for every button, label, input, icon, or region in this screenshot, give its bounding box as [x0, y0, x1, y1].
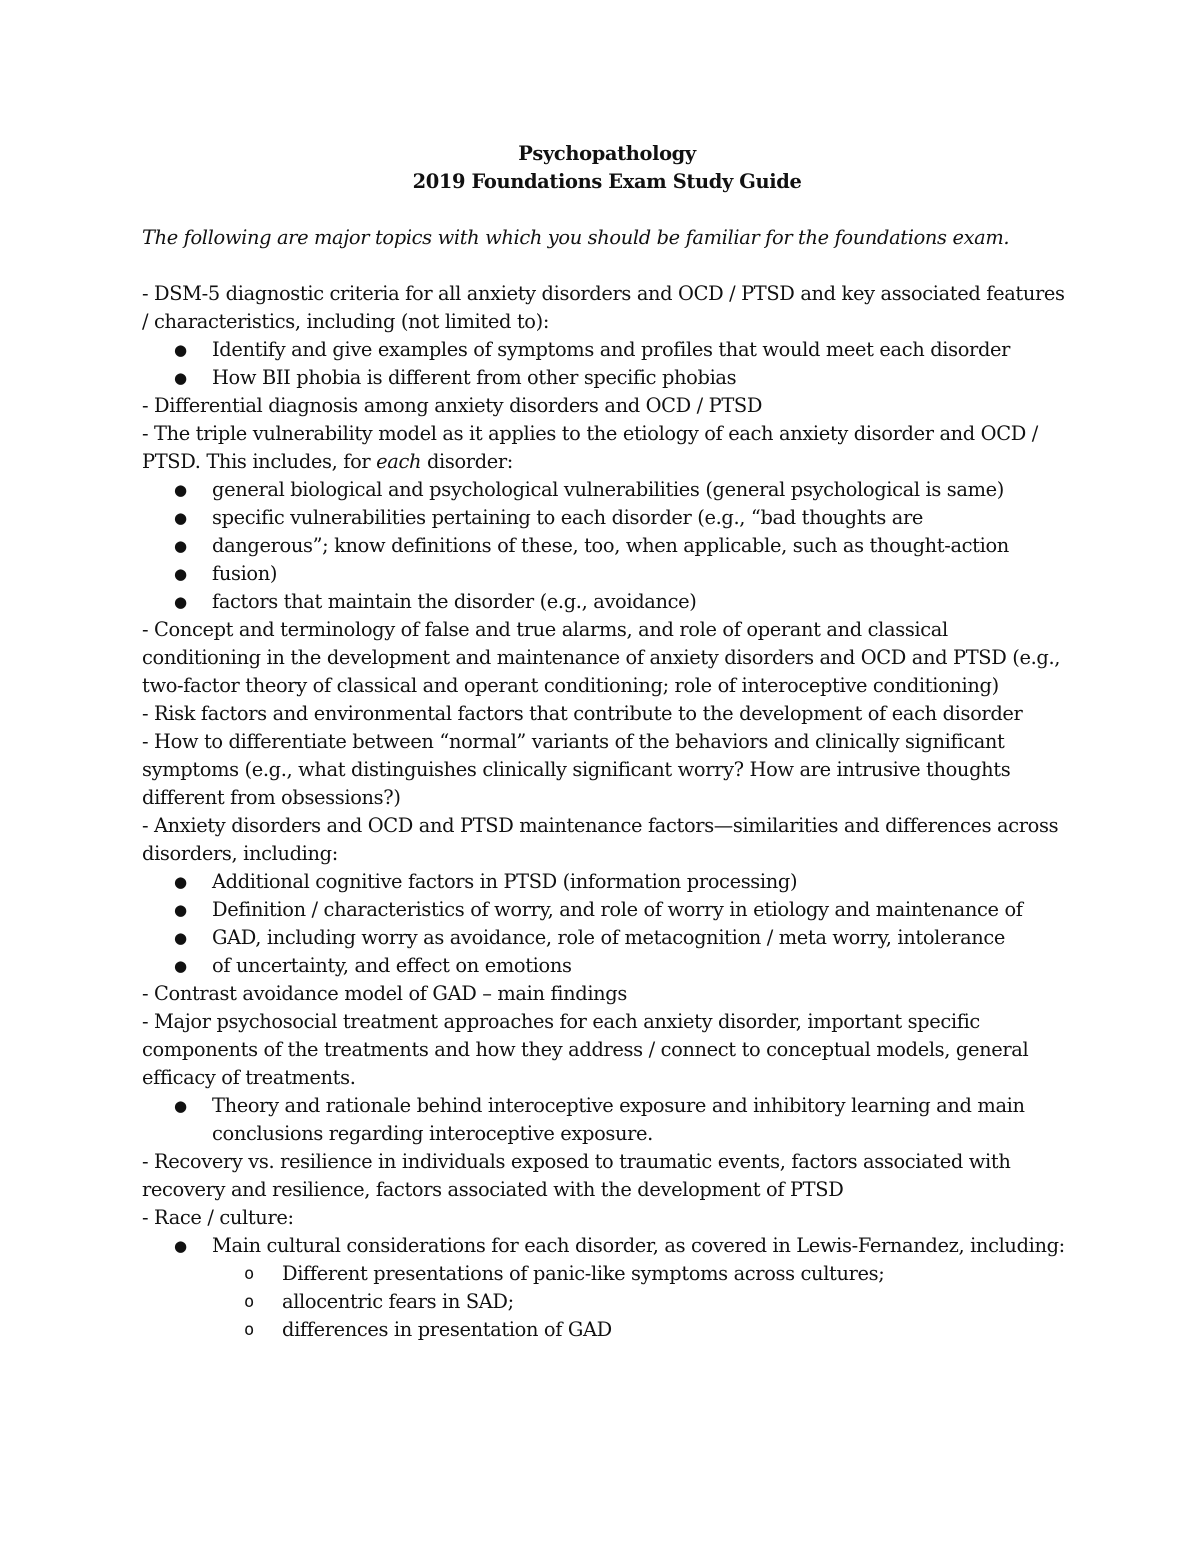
- bullet-item: [174, 952, 1072, 980]
- bullet-item: [174, 532, 1072, 560]
- bullet-list: [142, 476, 1072, 616]
- topic-risk-factors: - Risk factors and environmental factors that contribute to the development of each disorder: [142, 702, 1023, 725]
- topic-text: - The triple vulnerability model as it applies to the etiology of each anxiety disorder and OCD / PTSD. This includes, for: [142, 422, 1038, 473]
- bullet-icon: ●: [174, 957, 187, 975]
- bullet-text: specific vulnerabilities pertaining to each disorder (e.g., “bad thoughts are: [212, 506, 923, 529]
- sub-bullet-item: [244, 1288, 1072, 1316]
- topic-race-culture: - Race / culture:: [142, 1206, 294, 1229]
- spacer: [142, 252, 1072, 280]
- bullet-icon: ●: [174, 341, 187, 359]
- document-title: Psychopathology: [518, 142, 696, 165]
- bullet-item: [174, 924, 1072, 952]
- bullet-text: GAD, including worry as avoidance, role of metacognition / meta worry, intolerance: [212, 926, 1006, 949]
- bullet-icon: ●: [174, 1237, 187, 1255]
- bullet-item: [174, 364, 1072, 392]
- bullet-icon: ●: [174, 509, 187, 527]
- bullet-item: [174, 896, 1072, 924]
- bullet-item: [174, 1092, 1072, 1148]
- intro-text: The following are major topics with which you should be familiar for the foundations exam.: [142, 226, 1010, 249]
- bullet-list: [142, 336, 1072, 392]
- bullet-icon: ●: [174, 593, 187, 611]
- sub-bullet-list: [212, 1260, 1072, 1344]
- bullet-text: Additional cognitive factors in PTSD (information processing): [212, 870, 798, 893]
- hollow-bullet-icon: o: [244, 1292, 254, 1312]
- sub-bullet-item: [244, 1316, 1072, 1344]
- bullet-icon: ●: [174, 929, 187, 947]
- bullet-text: of uncertainty, and effect on emotions: [212, 954, 572, 977]
- topic-text: disorder:: [421, 450, 513, 473]
- bullet-item: [174, 504, 1072, 532]
- topic-triple-vulnerability: [142, 420, 1072, 476]
- bullet-text: Definition / characteristics of worry, and role of worry in etiology and maintenance of: [212, 898, 1023, 921]
- bullet-icon: ●: [174, 1097, 187, 1115]
- bullet-list: [142, 868, 1072, 980]
- hollow-bullet-icon: o: [244, 1264, 254, 1284]
- bullet-text: fusion): [212, 562, 278, 585]
- sub-bullet-text: Different presentations of panic-like symptoms across cultures;: [282, 1262, 885, 1285]
- bullet-icon: ●: [174, 873, 187, 891]
- bullet-text: general biological and psychological vulnerabilities (general psychological is same): [212, 478, 1004, 501]
- bullet-item: [174, 560, 1072, 588]
- bullet-icon: ●: [174, 537, 187, 555]
- topic-dsm5-criteria: - DSM-5 diagnostic criteria for all anxiety disorders and OCD / PTSD and key associated features / characteristics, including (not limited to):: [142, 282, 1065, 333]
- bullet-icon: ●: [174, 901, 187, 919]
- bullet-text: Identify and give examples of symptoms and profiles that would meet each disorder: [212, 338, 1011, 361]
- sub-bullet-item: [244, 1260, 1072, 1288]
- topic-contrast-avoidance: - Contrast avoidance model of GAD – main findings: [142, 982, 627, 1005]
- bullet-item: [174, 1232, 1072, 1344]
- bullet-text: Theory and rationale behind interoceptive exposure and inhibitory learning and main conclusions regarding interoceptive exposure.: [212, 1094, 1025, 1145]
- topic-normal-variants: - How to differentiate between “normal” variants of the behaviors and clinically significant symptoms (e.g., what distinguishes clinically significant worry? How are intrusive thoughts different from obsessions?): [142, 730, 1011, 809]
- bullet-item: [174, 588, 1072, 616]
- sub-bullet-text: allocentric fears in SAD;: [282, 1290, 514, 1313]
- bullet-text: How BII phobia is different from other specific phobias: [212, 366, 737, 389]
- topic-maintenance-factors: - Anxiety disorders and OCD and PTSD maintenance factors—similarities and differences across disorders, including:: [142, 814, 1059, 865]
- bullet-icon: ●: [174, 565, 187, 583]
- sub-bullet-text: differences in presentation of GAD: [282, 1318, 612, 1341]
- bullet-text: factors that maintain the disorder (e.g., avoidance): [212, 590, 697, 613]
- topic-differential-diagnosis: - Differential diagnosis among anxiety disorders and OCD / PTSD: [142, 394, 763, 417]
- topic-alarms-conditioning: - Concept and terminology of false and true alarms, and role of operant and classical conditioning in the development and maintenance of anxiety disorders and OCD and PTSD (e.g., two-factor theory of classical and operant conditioning; role of interoceptive conditioning): [142, 618, 1061, 697]
- bullet-item: [174, 868, 1072, 896]
- bullet-list: [142, 1232, 1072, 1344]
- spacer: [142, 196, 1072, 224]
- document-page: [142, 140, 1072, 1344]
- hollow-bullet-icon: o: [244, 1320, 254, 1340]
- bullet-list: [142, 1092, 1072, 1148]
- bullet-text: Main cultural considerations for each disorder, as covered in Lewis-Fernandez, including:: [212, 1234, 1065, 1257]
- emphasis-text: each: [376, 450, 422, 473]
- bullet-icon: ●: [174, 481, 187, 499]
- bullet-text: dangerous”; know definitions of these, too, when applicable, such as thought-action: [212, 534, 1009, 557]
- topic-treatment-approaches: - Major psychosocial treatment approaches for each anxiety disorder, important specific components of the treatments and how they address / connect to conceptual models, general efficacy of treatments.: [142, 1010, 1029, 1089]
- document-subtitle: 2019 Foundations Exam Study Guide: [412, 170, 802, 193]
- bullet-item: [174, 336, 1072, 364]
- bullet-icon: ●: [174, 369, 187, 387]
- topic-recovery-resilience: - Recovery vs. resilience in individuals exposed to traumatic events, factors associated with recovery and resilience, factors associated with the development of PTSD: [142, 1150, 1011, 1201]
- bullet-item: [174, 476, 1072, 504]
